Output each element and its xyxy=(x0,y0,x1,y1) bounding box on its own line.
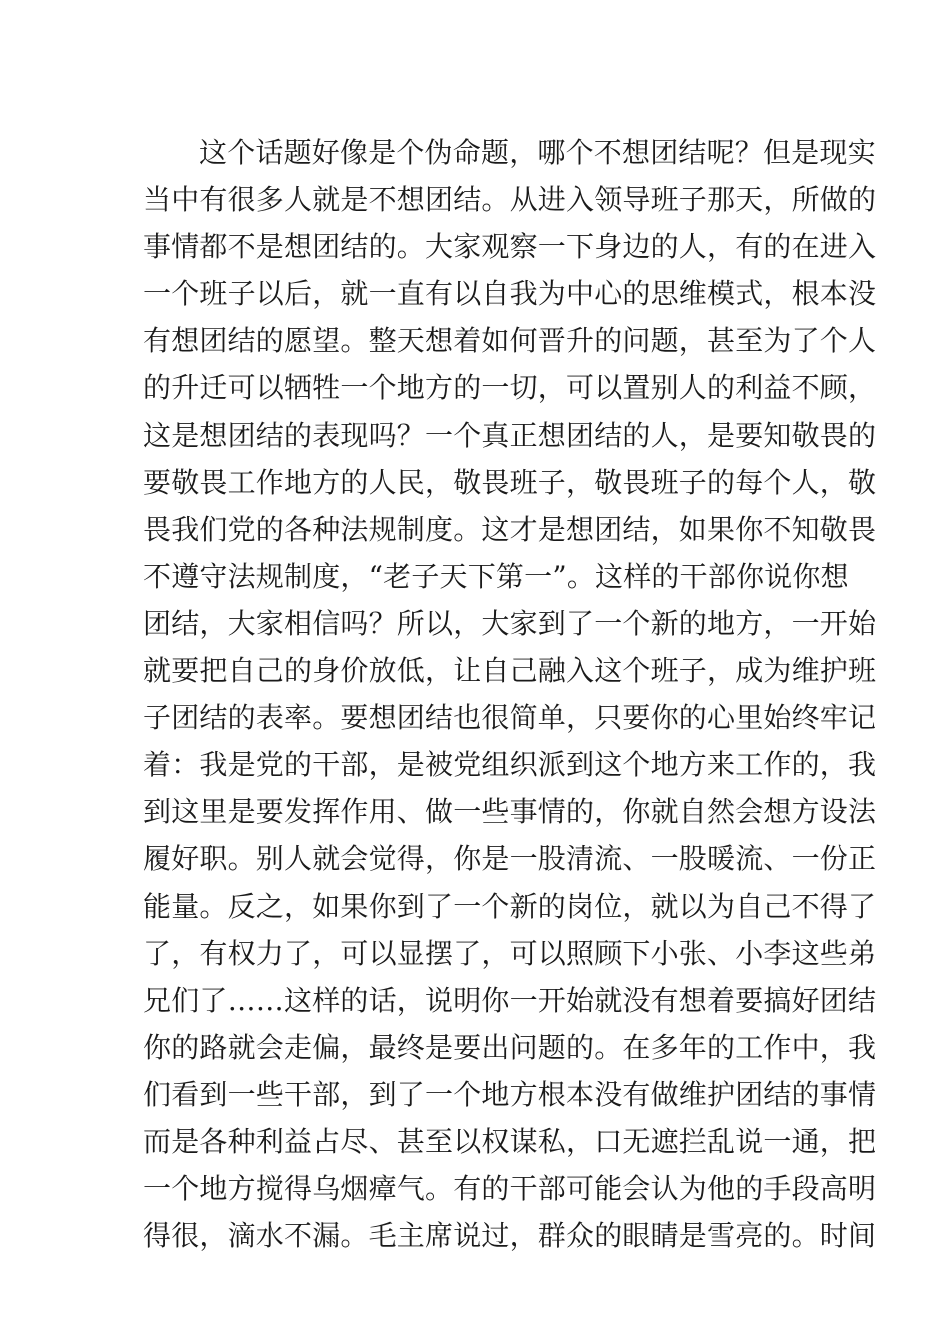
body-paragraph xyxy=(143,129,877,1259)
text-line: 一个班子以后，就一直有以自我为中心的思维模式，根本没 xyxy=(143,277,877,311)
text-line: 有想团结的愿望。整天想着如何晋升的问题，甚至为了个人 xyxy=(143,324,877,358)
text-line: 得很，滴水不漏。毛主席说过，群众的眼睛是雪亮的。时间 xyxy=(143,1219,877,1253)
text-line: 这是想团结的表现吗？一个真正想团结的人，是要知敬畏的 xyxy=(143,418,877,452)
text-line: 们看到一些干部，到了一个地方根本没有做维护团结的事情 xyxy=(143,1077,877,1111)
text-line: 能量。反之，如果你到了一个新的岗位，就以为自己不得了 xyxy=(143,889,877,923)
text-line: 不遵守法规制度，“老子天下第一”。这样的干部你说你想 xyxy=(143,559,849,593)
text-line: 要敬畏工作地方的人民，敬畏班子，敬畏班子的每个人，敬 xyxy=(143,465,877,499)
text-line: 的升迁可以牺牲一个地方的一切，可以置别人的利益不顾， xyxy=(143,371,877,405)
text-line: 子团结的表率。要想团结也很简单，只要你的心里始终牢记 xyxy=(143,701,877,735)
text-line: 事情都不是想团结的。大家观察一下身边的人，有的在进入 xyxy=(143,230,877,264)
text-line: 履好职。别人就会觉得，你是一股清流、一股暖流、一份正 xyxy=(143,842,877,876)
text-line: 畏我们党的各种法规制度。这才是想团结，如果你不知敬畏 xyxy=(143,512,877,546)
text-line: 着：我是党的干部，是被党组织派到这个地方来工作的，我 xyxy=(143,748,877,782)
text-line: 而是各种利益占尽、甚至以权谋私，口无遮拦乱说一通，把 xyxy=(143,1124,877,1158)
text-line: 你的路就会走偏，最终是要出问题的。在多年的工作中，我 xyxy=(143,1030,877,1064)
text-line: 到这里是要发挥作用、做一些事情的，你就自然会想方设法 xyxy=(143,795,877,829)
text-line: 一个地方搅得乌烟瘴气。有的干部可能会认为他的手段高明 xyxy=(143,1172,877,1206)
text-line: 当中有很多人就是不想团结。从进入领导班子那天，所做的 xyxy=(143,183,877,217)
text-line: 这个话题好像是个伪命题，哪个不想团结呢？但是现实 xyxy=(199,136,876,169)
text-line: 就要把自己的身价放低，让自己融入这个班子，成为维护班 xyxy=(143,654,877,688)
text-line: 兄们了……这样的话，说明你一开始就没有想着要搞好团结 xyxy=(143,983,877,1017)
text-line: 团结，大家相信吗？所以，大家到了一个新的地方，一开始 xyxy=(143,606,877,640)
text-line: 了，有权力了，可以显摆了，可以照顾下小张、小李这些弟 xyxy=(143,936,877,970)
